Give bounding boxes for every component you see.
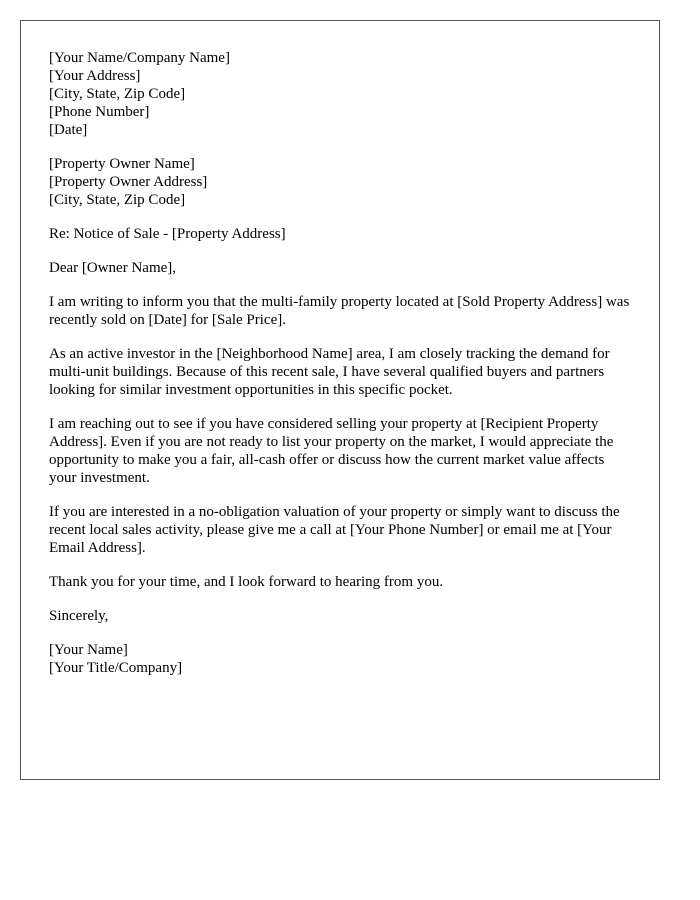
body-paragraph-1: I am writing to inform you that the multi-family property located at [Sold Property Address] was recently sold on [Date] for [Sale Price].: [49, 294, 630, 328]
recipient-name: [Property Owner Name]: [49, 156, 195, 172]
body-paragraph-3: I am reaching out to see if you have considered selling your property at [Recipient Property Address]. Even if you are not ready to list your property on the market, I would appreciate the opportunity to make you a fair, all-cash offer or discuss how the current market value affects your investment.: [49, 416, 614, 486]
closing: Sincerely,: [49, 608, 109, 624]
body-paragraph-4: If you are interested in a no-obligation valuation of your property or simply want to discuss the recent local sales activity, please give me a call at [Your Phone Number] or email me at [Your Email Address].: [49, 504, 620, 556]
signature-block: [49, 641, 631, 677]
recipient-city: [City, State, Zip Code]: [49, 192, 186, 208]
sender-city: [City, State, Zip Code]: [49, 86, 186, 102]
sender-address: [Your Address]: [49, 68, 141, 84]
sender-name: [Your Name/Company Name]: [49, 50, 230, 66]
body-paragraph-2: As an active investor in the [Neighborhood Name] area, I am closely tracking the demand for multi-unit buildings. Because of this recent sale, I have several qualified buyers and partners looking for similar investment opportunities in this specific pocket.: [49, 346, 610, 398]
signature-title: [Your Title/Company]: [49, 660, 183, 676]
salutation: Dear [Owner Name],: [49, 260, 177, 276]
letter-page: [20, 20, 660, 780]
sender-block: [49, 49, 631, 139]
signature-name: [Your Name]: [49, 642, 128, 658]
body-paragraph-5: Thank you for your time, and I look forward to hearing from you.: [49, 574, 444, 590]
sender-phone: [Phone Number]: [49, 104, 150, 120]
recipient-address: [Property Owner Address]: [49, 174, 208, 190]
recipient-block: [49, 155, 631, 209]
letter-date: [Date]: [49, 122, 88, 138]
subject-line: Re: Notice of Sale - [Property Address]: [49, 226, 286, 242]
